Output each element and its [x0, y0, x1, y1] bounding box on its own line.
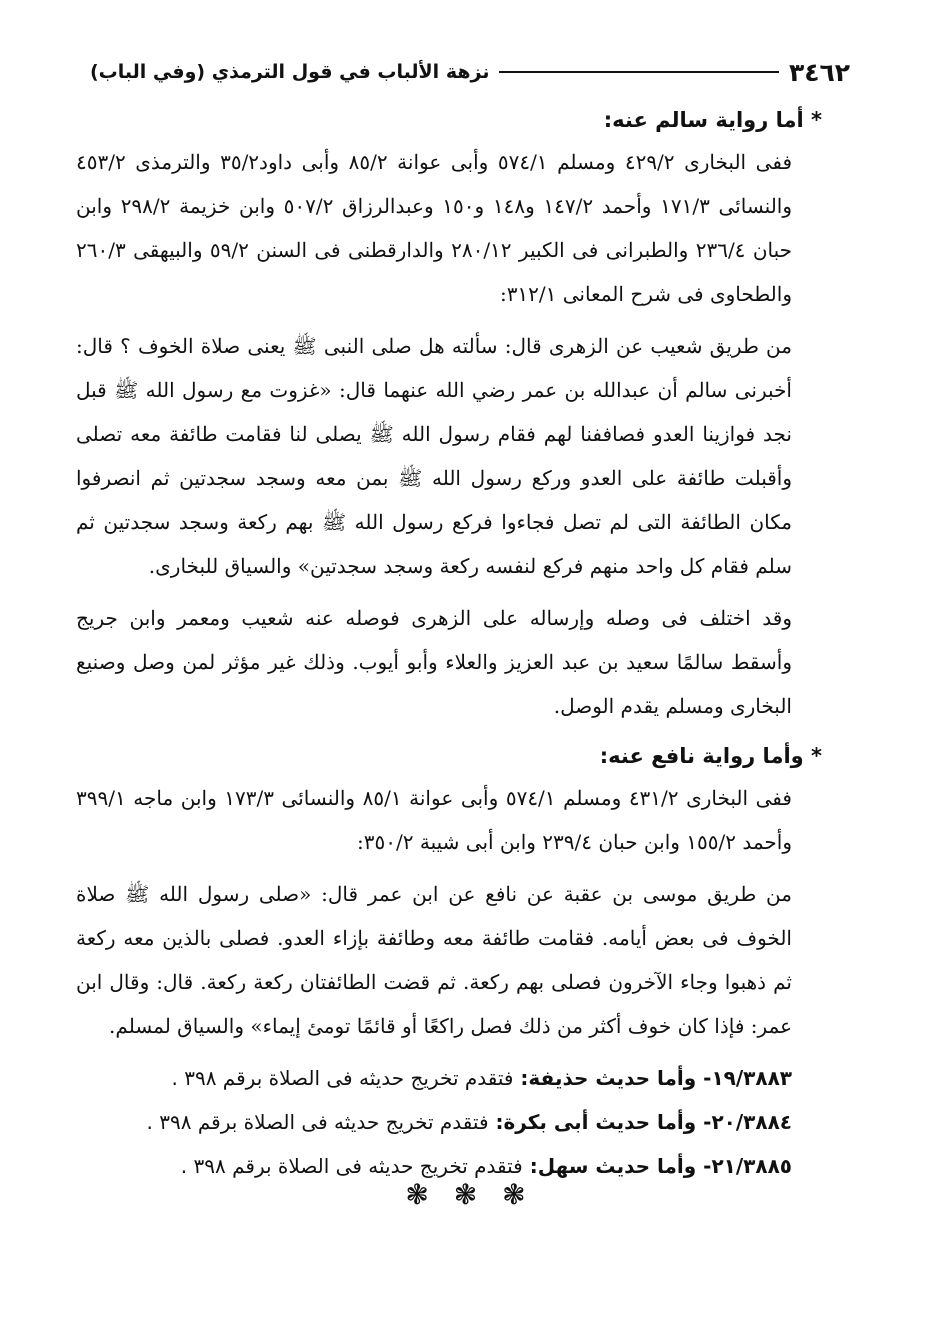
hadith-label: وأما حديث أبى بكرة: [488, 1110, 697, 1134]
hadith-number: ٢٠/٣٨٨٤- [696, 1110, 792, 1134]
hadith-reference: فتقدم تخريج حديثه فى الصلاة برقم ٣٩٨ . [171, 1066, 514, 1090]
section-end-ornament: ❃ ❃ ❃ [405, 1178, 534, 1211]
section-heading-salim: * أما رواية سالم عنه: [603, 108, 822, 132]
page-body [76, 100, 832, 1188]
hadith-number: ١٩/٣٨٨٣- [696, 1066, 792, 1090]
hadith-number: ٢١/٣٨٨٥- [696, 1154, 792, 1178]
hadith-label: وأما حديث حذيفة: [513, 1066, 697, 1090]
hadith-entry [76, 1056, 832, 1100]
sources-nafi: ففى البخارى ٤٣١/٢ ومسلم ٥٧٤/١ وأبى عوانة ٨٥/١ والنسائى ١٧٣/٣ وابن ماجه ٣٩٩/١ وأحمد ١٥٥/٢ وابن حبان ٢٣٩/٤ وابن أبى شيبة ٣٥٠/٢: [76, 786, 792, 854]
hadith-label: وأما حديث سهل: [522, 1154, 697, 1178]
note-salim: وقد اختلف فى وصله وإرساله على الزهرى فوصله عنه شعيب ومعمر وابن جريج وأسقط سالمًا سعيد بن عبد العزيز والعلاء وأبو أيوب. وذلك غير مؤثر لمن وصل وصنيع البخارى ومسلم يقدم الوصل. [76, 606, 792, 718]
hadith-text-salim: من طريق شعيب عن الزهرى قال: سألته هل صلى النبى ﷺ يعنى صلاة الخوف ؟ قال: أخبرنى سالم أن عبدالله بن عمر رضي الله عنهما قال: «غزوت مع رسول الله ﷺ قبل نجد فوازينا العدو فصاففنا لهم فقام رسول الله ﷺ يصلى لنا فقامت طائفة معه تصلى وأقبلت طائفة على العدو وركع رسول الله ﷺ بمن معه وسجد سجدتين ثم انصرفوا مكان الطائفة التى لم تصل فجاءوا فركع رسول الله ﷺ بهم ركعة وسجد سجدتين ثم سلم فقام كل واحد منهم فركع لنفسه ركعة وسجد سجدتين» والسياق للبخارى. [76, 334, 792, 578]
hadith-reference: فتقدم تخريج حديثه فى الصلاة برقم ٣٩٨ . [146, 1110, 489, 1134]
section-heading-nafi: * وأما رواية نافع عنه: [599, 744, 822, 768]
page-header [90, 52, 850, 92]
hadith-entry [76, 1100, 832, 1144]
sources-salim: ففى البخارى ٤٢٩/٢ ومسلم ٥٧٤/١ وأبى عوانة ٨٥/٢ وأبى داود٣٥/٢ والترمذى ٤٥٣/٢ والنسائى ١٧١/٣ وأحمد ١٤٧/٢ و١٤٨ و١٥٠ وعبدالرزاق ٥٠٧/٢ وابن خزيمة ٢٩٨/٢ وابن حبان ٢٣٦/٤ والطبرانى فى الكبير ٢٨٠/١٢ والدارقطنى فى السنن ٥٩/٢ والبيهقى ٢٦٠/٣ والطحاوى فى شرح المعانى ٣١٢/١: [76, 150, 793, 306]
page-number: ٣٤٦٢ [788, 57, 850, 87]
hadith-reference: فتقدم تخريج حديثه فى الصلاة برقم ٣٩٨ . [180, 1154, 523, 1178]
header-rule [499, 71, 778, 73]
hadith-text-nafi: من طريق موسى بن عقبة عن نافع عن ابن عمر قال: «صلى رسول الله ﷺ صلاة الخوف فى بعض أيامه. فقامت طائفة معه وطائفة بإزاء العدو. فصلى بالذين معه ركعة ثم ذهبوا وجاء الآخرون فصلى بهم ركعة. ثم قضت الطائفتان ركعة ركعة. قال: وقال ابن عمر: فإذا كان خوف أكثر من ذلك فصل راكعًا أو قائمًا تومئ إيماء» والسياق لمسلم. [76, 882, 793, 1038]
running-title: نزهة الألباب في قول الترمذي (وفي الباب) [90, 61, 490, 83]
